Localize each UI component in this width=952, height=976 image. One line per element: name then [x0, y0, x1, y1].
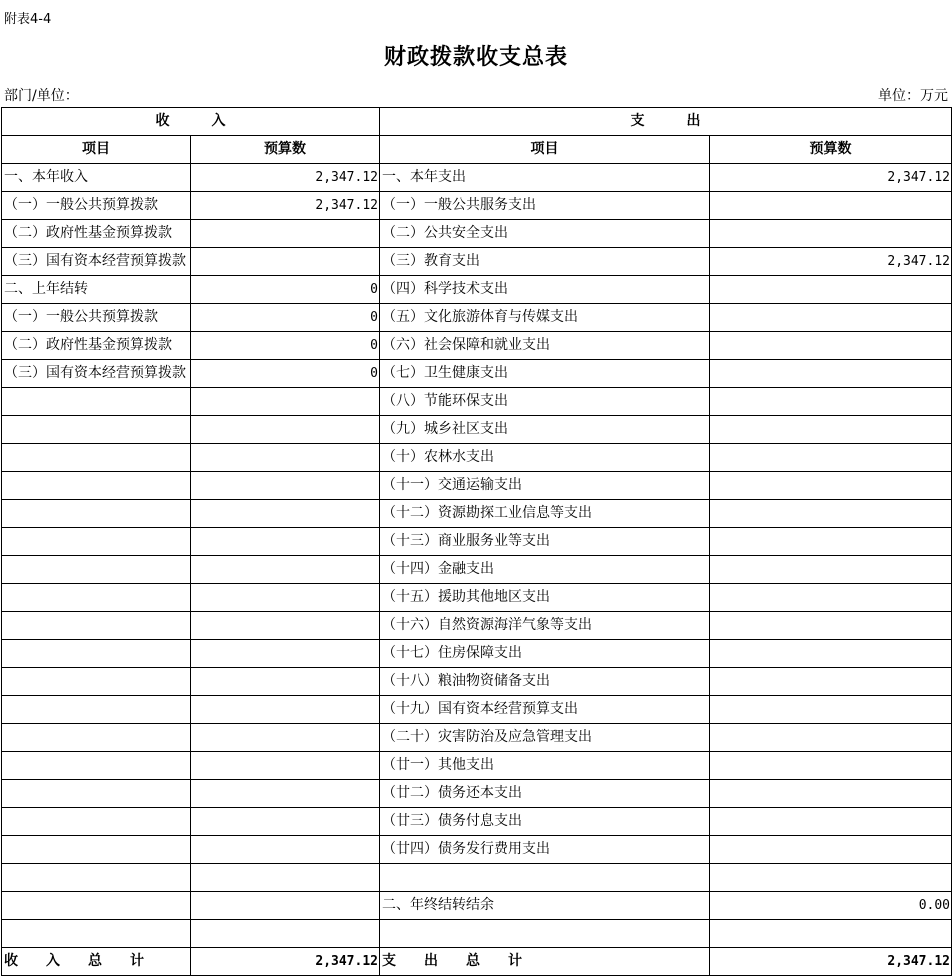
income-budget-cell: 2,347.12	[191, 192, 380, 220]
total-income-label: 收 入 总 计	[2, 948, 191, 976]
expense-budget-cell	[710, 276, 952, 304]
income-item-cell: （一）一般公共预算拨款	[2, 304, 191, 332]
income-budget-cell	[191, 584, 380, 612]
expense-budget-cell	[710, 192, 952, 220]
table-row	[2, 724, 952, 752]
income-item-cell	[2, 528, 191, 556]
income-item-cell	[2, 472, 191, 500]
total-expense-value: 2,347.12	[710, 948, 952, 976]
expense-budget-header: 预算数	[710, 136, 952, 164]
expense-budget-cell	[710, 528, 952, 556]
expense-item-header: 项目	[380, 136, 710, 164]
income-budget-cell: 2,347.12	[191, 164, 380, 192]
income-item-cell	[2, 416, 191, 444]
income-budget-cell: 0	[191, 276, 380, 304]
table-row	[2, 808, 952, 836]
expense-item-cell: （九）城乡社区支出	[380, 416, 710, 444]
income-item-cell: 二、上年结转	[2, 276, 191, 304]
table-row	[2, 640, 952, 668]
expense-item-cell: （廿二）债务还本支出	[380, 780, 710, 808]
income-item-cell: （二）政府性基金预算拨款	[2, 220, 191, 248]
income-item-cell: 一、本年收入	[2, 164, 191, 192]
budget-table	[1, 107, 952, 976]
table-row	[2, 500, 952, 528]
table-row	[2, 528, 952, 556]
expense-item-cell: （二）公共安全支出	[380, 220, 710, 248]
expense-header: 支 出	[380, 108, 952, 136]
expense-budget-cell	[710, 332, 952, 360]
table-row	[2, 360, 952, 388]
expense-item-cell: （廿一）其他支出	[380, 752, 710, 780]
income-item-cell	[2, 808, 191, 836]
expense-budget-cell	[710, 416, 952, 444]
table-row	[2, 836, 952, 864]
expense-item-cell	[380, 920, 710, 948]
table-row	[2, 612, 952, 640]
table-row	[2, 892, 952, 920]
income-item-cell	[2, 640, 191, 668]
expense-item-cell: （二十）灾害防治及应急管理支出	[380, 724, 710, 752]
income-budget-cell	[191, 668, 380, 696]
table-row	[2, 920, 952, 948]
table-row	[2, 668, 952, 696]
income-budget-cell	[191, 556, 380, 584]
income-item-cell	[2, 696, 191, 724]
income-item-cell	[2, 780, 191, 808]
expense-item-cell: （十八）粮油物资储备支出	[380, 668, 710, 696]
expense-budget-cell	[710, 724, 952, 752]
expense-budget-cell	[710, 472, 952, 500]
expense-budget-cell	[710, 808, 952, 836]
income-budget-cell	[191, 640, 380, 668]
page-title: 财政拨款收支总表	[383, 44, 568, 70]
income-item-cell	[2, 556, 191, 584]
total-income-value: 2,347.12	[191, 948, 380, 976]
expense-item-cell: （六）社会保障和就业支出	[380, 332, 710, 360]
table-row	[2, 556, 952, 584]
income-budget-cell	[191, 612, 380, 640]
income-item-cell: （二）政府性基金预算拨款	[2, 332, 191, 360]
expense-item-cell	[380, 864, 710, 892]
income-budget-cell	[191, 864, 380, 892]
section-header-row	[2, 108, 952, 136]
table-row	[2, 864, 952, 892]
total-expense-label: 支 出 总 计	[380, 948, 710, 976]
table-row	[2, 192, 952, 220]
expense-budget-cell	[710, 696, 952, 724]
department-label: 部门/单位：	[4, 88, 79, 104]
expense-item-cell: （五）文化旅游体育与传媒支出	[380, 304, 710, 332]
income-budget-cell	[191, 444, 380, 472]
table-row	[2, 752, 952, 780]
expense-item-cell: （廿三）债务付息支出	[380, 808, 710, 836]
table-row	[2, 472, 952, 500]
income-item-cell	[2, 864, 191, 892]
table-row	[2, 304, 952, 332]
expense-budget-cell	[710, 584, 952, 612]
table-row	[2, 332, 952, 360]
expense-budget-cell	[710, 920, 952, 948]
table-row	[2, 780, 952, 808]
table-row	[2, 248, 952, 276]
expense-item-cell: （十三）商业服务业等支出	[380, 528, 710, 556]
expense-budget-cell	[710, 304, 952, 332]
expense-item-cell: （十五）援助其他地区支出	[380, 584, 710, 612]
expense-item-cell: （十一）交通运输支出	[380, 472, 710, 500]
income-item-cell	[2, 836, 191, 864]
expense-budget-cell: 2,347.12	[710, 248, 952, 276]
income-budget-cell	[191, 528, 380, 556]
income-item-cell	[2, 892, 191, 920]
income-budget-cell	[191, 220, 380, 248]
expense-item-cell: （十四）金融支出	[380, 556, 710, 584]
total-row	[2, 948, 952, 976]
income-budget-cell	[191, 836, 380, 864]
expense-item-cell: （廿四）债务发行费用支出	[380, 836, 710, 864]
income-budget-header: 预算数	[191, 136, 380, 164]
income-budget-cell: 0	[191, 304, 380, 332]
income-item-cell	[2, 724, 191, 752]
income-item-cell	[2, 752, 191, 780]
income-budget-cell	[191, 248, 380, 276]
income-budget-cell	[191, 724, 380, 752]
expense-item-cell: （十六）自然资源海洋气象等支出	[380, 612, 710, 640]
income-budget-cell	[191, 752, 380, 780]
income-budget-cell	[191, 808, 380, 836]
expense-item-cell: （十七）住房保障支出	[380, 640, 710, 668]
expense-item-cell: （七）卫生健康支出	[380, 360, 710, 388]
expense-item-cell: （三）教育支出	[380, 248, 710, 276]
income-budget-cell	[191, 500, 380, 528]
table-row	[2, 416, 952, 444]
expense-budget-cell	[710, 780, 952, 808]
income-header: 收 入	[2, 108, 380, 136]
expense-budget-cell	[710, 668, 952, 696]
expense-item-cell: （十九）国有资本经营预算支出	[380, 696, 710, 724]
expense-budget-cell	[710, 612, 952, 640]
expense-budget-cell: 2,347.12	[710, 164, 952, 192]
income-item-cell	[2, 388, 191, 416]
appendix-label: 附表4-4	[4, 12, 52, 27]
expense-budget-cell	[710, 556, 952, 584]
expense-budget-cell	[710, 220, 952, 248]
income-item-header: 项目	[2, 136, 191, 164]
income-item-cell: （三）国有资本经营预算拨款	[2, 360, 191, 388]
income-item-cell	[2, 612, 191, 640]
expense-budget-cell	[710, 500, 952, 528]
income-item-cell: （一）一般公共预算拨款	[2, 192, 191, 220]
income-item-cell: （三）国有资本经营预算拨款	[2, 248, 191, 276]
table-row	[2, 696, 952, 724]
table-row	[2, 388, 952, 416]
income-budget-cell: 0	[191, 360, 380, 388]
income-budget-cell	[191, 920, 380, 948]
expense-item-cell: 二、年终结转结余	[380, 892, 710, 920]
expense-item-cell: （八）节能环保支出	[380, 388, 710, 416]
income-budget-cell	[191, 892, 380, 920]
expense-budget-cell	[710, 836, 952, 864]
income-item-cell	[2, 444, 191, 472]
expense-budget-cell	[710, 388, 952, 416]
expense-item-cell: （四）科学技术支出	[380, 276, 710, 304]
expense-item-cell: （一）一般公共服务支出	[380, 192, 710, 220]
income-budget-cell	[191, 696, 380, 724]
expense-budget-cell	[710, 864, 952, 892]
income-item-cell	[2, 584, 191, 612]
table-row	[2, 164, 952, 192]
income-budget-cell	[191, 388, 380, 416]
income-item-cell	[2, 668, 191, 696]
income-budget-cell: 0	[191, 332, 380, 360]
income-item-cell	[2, 920, 191, 948]
income-budget-cell	[191, 472, 380, 500]
income-budget-cell	[191, 780, 380, 808]
table-row	[2, 584, 952, 612]
unit-label: 单位：万元	[878, 88, 948, 104]
table-row	[2, 444, 952, 472]
expense-budget-cell	[710, 640, 952, 668]
expense-item-cell: 一、本年支出	[380, 164, 710, 192]
expense-budget-cell	[710, 444, 952, 472]
expense-budget-cell: 0.00	[710, 892, 952, 920]
income-item-cell	[2, 500, 191, 528]
table-row	[2, 276, 952, 304]
expense-item-cell: （十二）资源勘探工业信息等支出	[380, 500, 710, 528]
expense-budget-cell	[710, 752, 952, 780]
expense-item-cell: （十）农林水支出	[380, 444, 710, 472]
expense-budget-cell	[710, 360, 952, 388]
table-row	[2, 220, 952, 248]
income-budget-cell	[191, 416, 380, 444]
column-header-row	[2, 136, 952, 164]
